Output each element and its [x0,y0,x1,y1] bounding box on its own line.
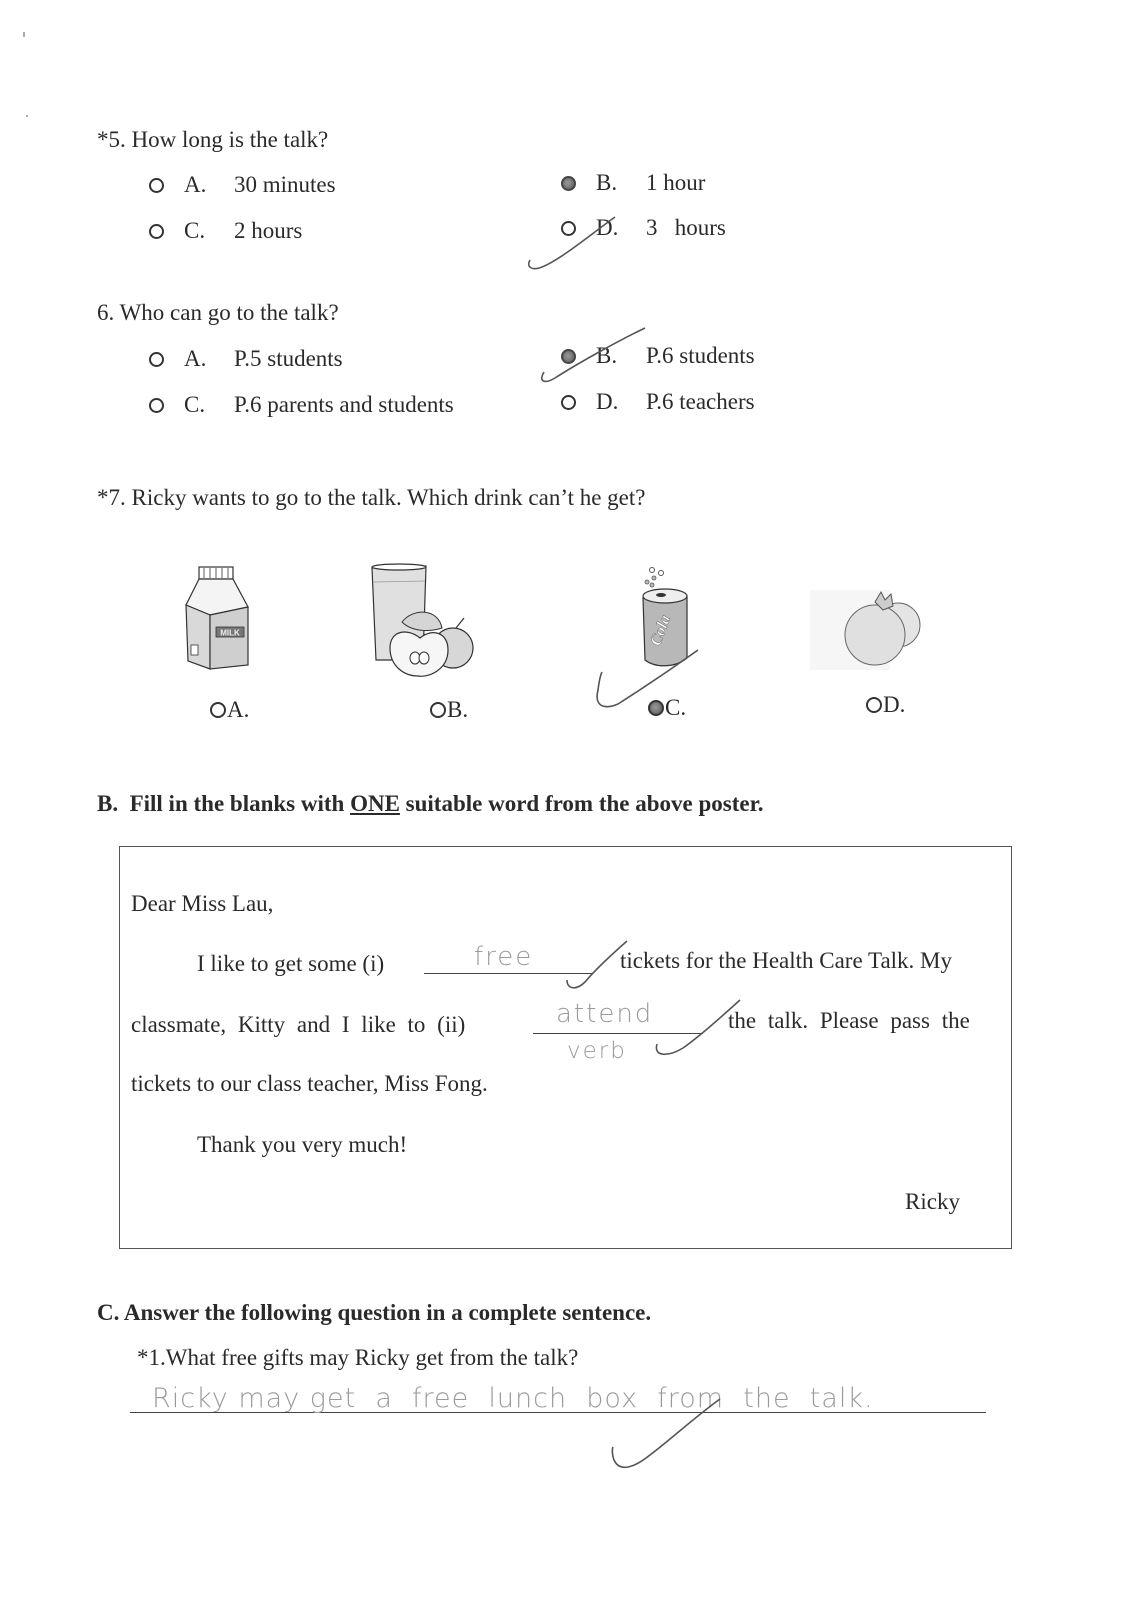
option-letter: D. [596,389,619,414]
option-letter: B. [596,343,618,368]
radio-bubble[interactable] [149,352,164,367]
option-letter: D. [883,692,906,717]
option-text: P.6 parents and students [234,392,454,417]
letter-line-3: tickets to our class teacher, Miss Fong. [131,1071,488,1096]
option-text: P.5 students [234,346,343,371]
letter-greeting: Dear Miss Lau, [131,891,274,916]
answer-c1[interactable]: Ricky may get a free lunch box from the talk. [152,1383,874,1414]
letter-line-1-before: I like to get some (i) [197,951,385,976]
section-b-title-prefix: B. Fill in the blanks with [97,791,351,816]
radio-bubble[interactable] [430,702,446,718]
section-c-question-1: *1.What free gifts may Ricky get from the talk? [137,1345,579,1370]
blank-i[interactable] [424,973,592,974]
answer-ii[interactable]: attend [556,999,654,1029]
radio-bubble-selected[interactable] [561,176,576,191]
letter-signature: Ricky [905,1189,960,1214]
option-text: 2 hours [234,218,303,243]
radio-bubble[interactable] [149,178,164,193]
q7-option-d[interactable] [866,692,905,718]
radio-bubble[interactable] [210,702,226,718]
option-letter: D. [596,215,619,240]
question-5: *5. How long is the talk? [97,127,329,152]
q5-option-c[interactable] [149,218,302,244]
question-7: *7. Ricky wants to go to the talk. Which drink can’t he get? [97,485,646,510]
option-text: 30 minutes [234,172,336,197]
radio-bubble-selected[interactable] [648,700,664,716]
q7-option-b[interactable] [430,697,468,723]
radio-bubble[interactable] [149,224,164,239]
answer-i[interactable]: free [474,942,534,972]
scan-speck [23,32,25,37]
option-letter: C. [184,218,206,243]
option-letter: C. [184,392,206,417]
letter-line-1-after: tickets for the Health Care Talk. My [620,948,953,973]
orange-icon [805,580,930,675]
apple-juice-icon [368,560,478,685]
cola-can-icon [635,560,705,675]
option-letter: C. [665,695,687,720]
q6-option-d[interactable] [561,389,755,415]
radio-bubble[interactable] [866,697,882,713]
letter-line-2-after: the talk. Please pass the [728,1008,970,1033]
section-b-title-suffix: suitable word from the above poster. [399,791,764,816]
option-text: P.6 students [646,343,755,368]
q5-option-a[interactable] [149,172,336,198]
option-text: 1 hour [646,170,706,195]
milk-carton-icon [180,565,256,675]
scan-speck [26,115,28,117]
q5-option-b[interactable] [561,170,705,196]
radio-bubble[interactable] [149,398,164,413]
letter-line-2-before: classmate, Kitty and I like to (ii) [131,1012,466,1037]
section-c-title: C. Answer the following question in a complete sentence. [97,1300,652,1325]
blank-ii[interactable] [533,1033,703,1034]
option-letter: A. [184,172,207,197]
option-letter: A. [184,346,207,371]
q7-option-c[interactable] [648,695,686,721]
milk-label: MILK [220,628,240,638]
radio-bubble[interactable] [561,221,576,236]
q7-option-a[interactable] [210,697,249,723]
q6-option-a[interactable] [149,346,343,372]
letter-closing: Thank you very much! [197,1132,408,1157]
radio-bubble[interactable] [561,395,576,410]
cola-label: Cola [647,612,675,648]
question-6: 6. Who can go to the talk? [97,300,339,325]
option-text: 3 hours [646,215,726,240]
option-letter: A. [227,697,250,722]
section-b-title [97,791,763,817]
q5-option-d[interactable] [561,215,726,241]
q6-option-b[interactable] [561,343,755,369]
q6-option-c[interactable] [149,392,454,418]
section-b-title-emphasis: ONE [350,791,400,816]
radio-bubble-selected[interactable] [561,349,576,364]
option-text: P.6 teachers [646,389,755,414]
option-letter: B. [596,170,618,195]
option-letter: B. [447,697,469,722]
answer-ii-note: verb [567,1038,627,1064]
